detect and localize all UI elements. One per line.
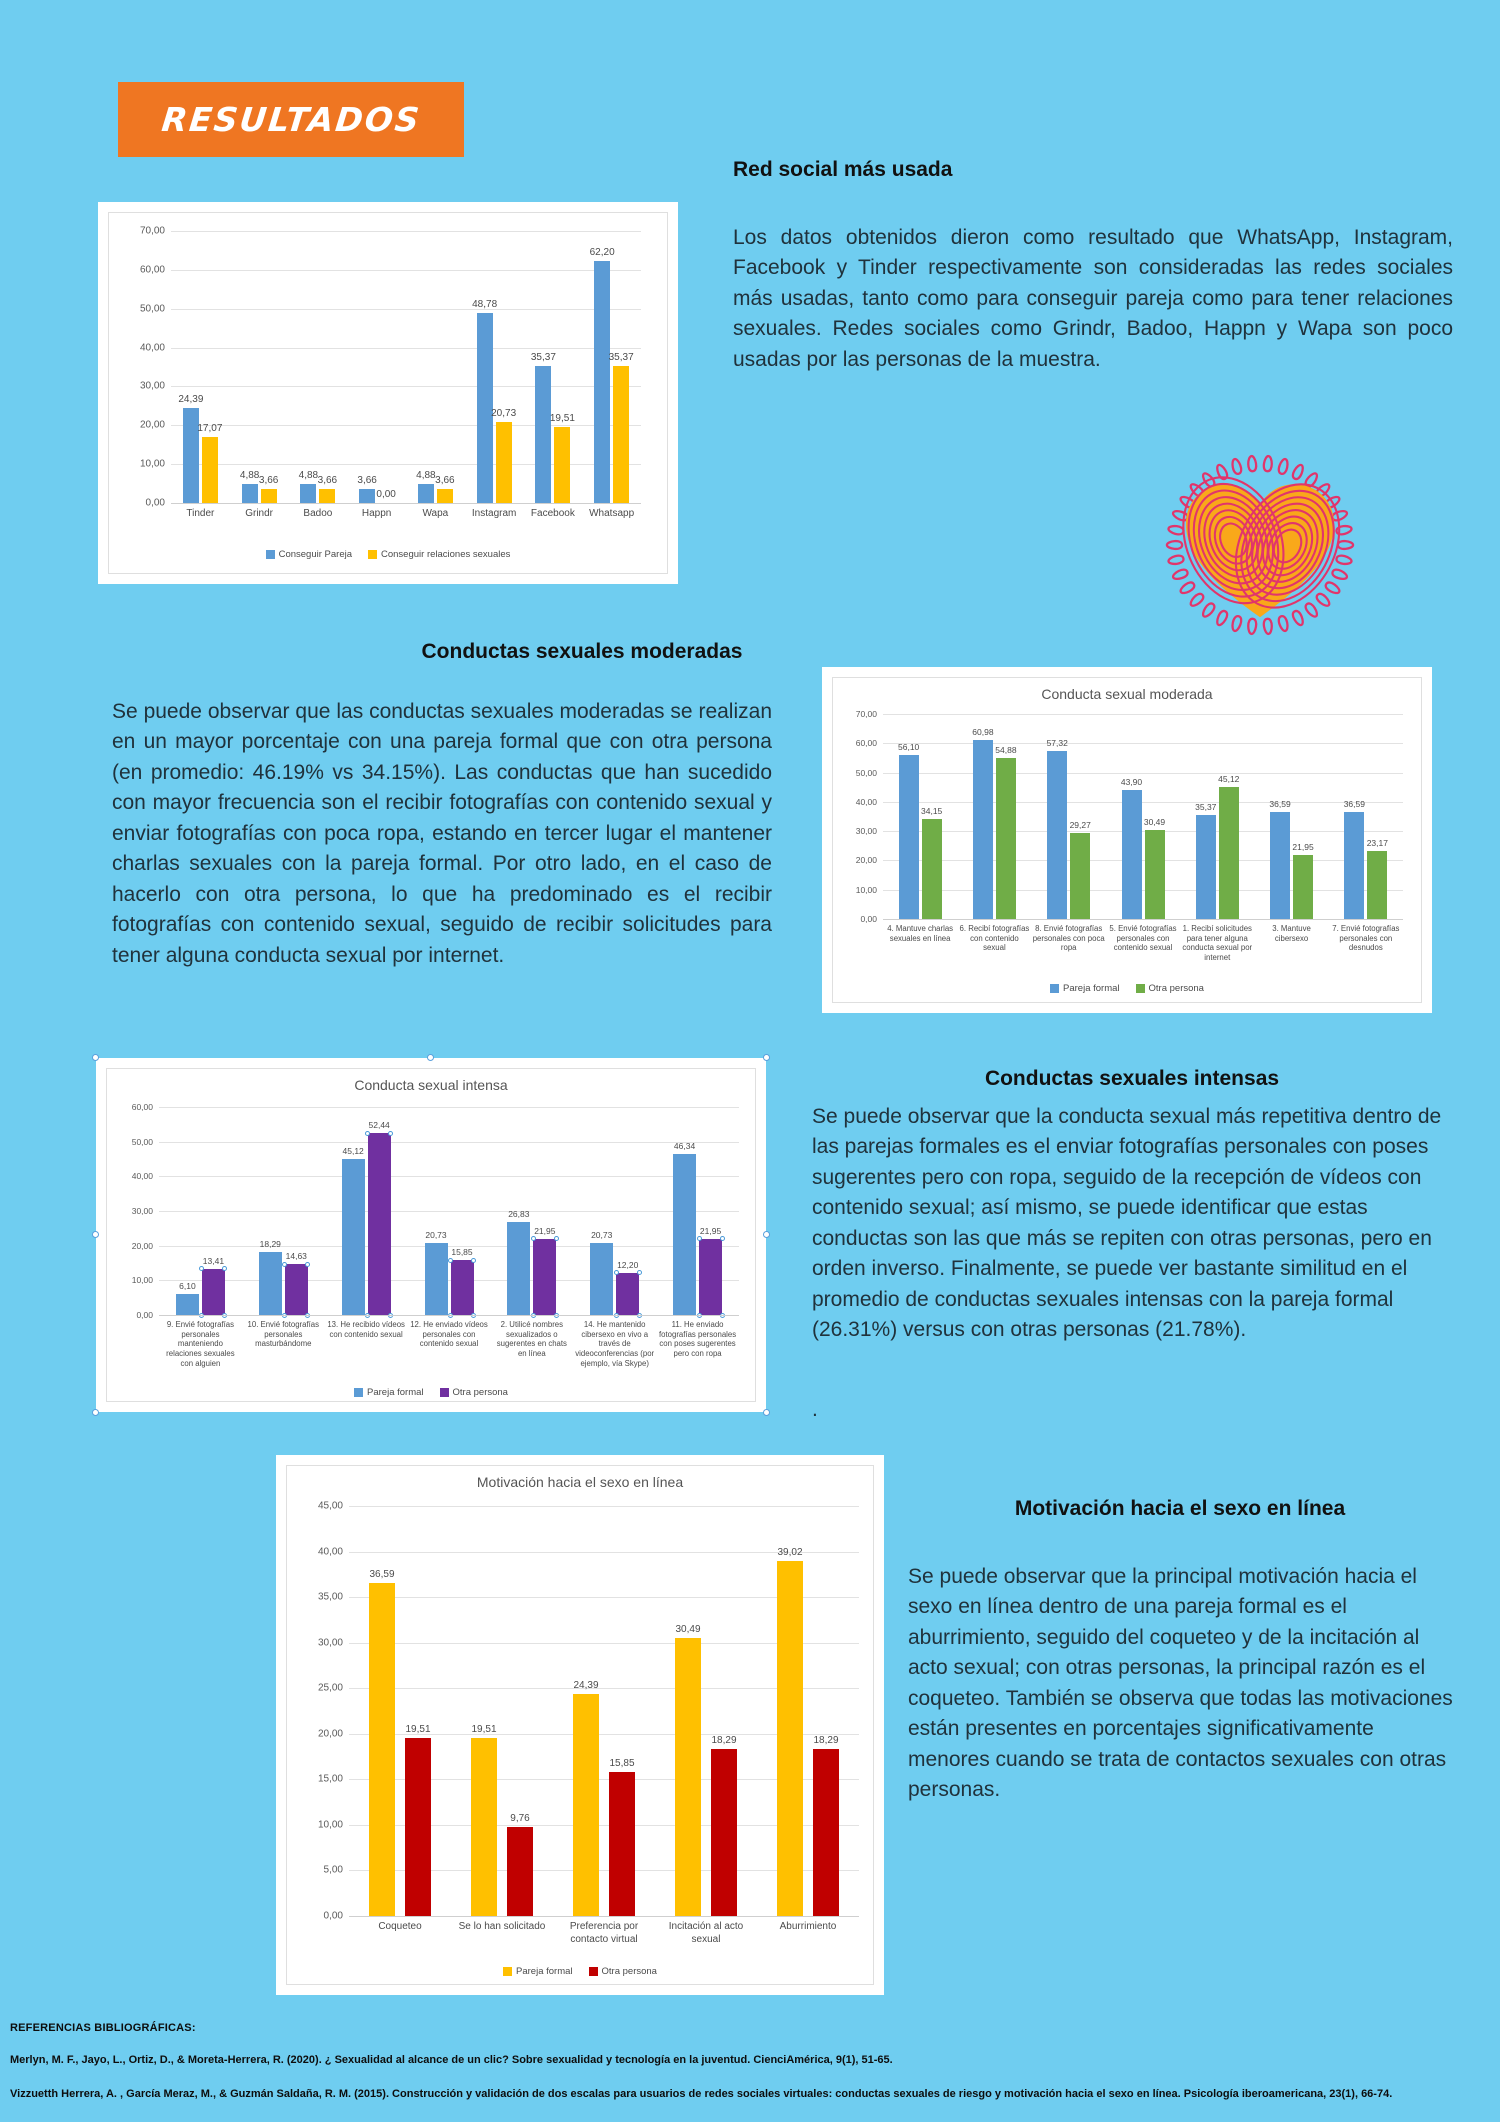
bar [1344, 812, 1364, 919]
bar-value-label: 21,95 [699, 1225, 722, 1236]
bar-value-label: 35,37 [608, 351, 634, 363]
heart-ray [1168, 556, 1183, 564]
series-point-handle[interactable] [365, 1131, 370, 1136]
x-axis-category-label: Badoo [303, 508, 333, 519]
heart-ray [1173, 570, 1188, 579]
bar-value-label: 45,12 [342, 1145, 364, 1156]
paragraph-intensas-tail: . [812, 1398, 818, 1421]
bar-value-label: 26,83 [508, 1209, 530, 1219]
chart-card-intensa[interactable] [96, 1058, 766, 1412]
bar-value-label: 21,95 [1292, 841, 1314, 852]
legend-item [440, 1387, 508, 1398]
x-axis-category-label: 8. Envié fotografías personales con poca ropa [1032, 924, 1105, 953]
bar [261, 489, 277, 503]
bar [616, 1273, 639, 1315]
x-axis-category-label: Aburrimiento [779, 1921, 837, 1932]
x-axis-category-label: 14. He mantenido cibersexo en vivo a través de videoconferencias (por ejemplo, vía Skype) [575, 1320, 655, 1368]
bar [675, 1638, 701, 1916]
y-axis-tick-label: 10,00 [139, 458, 165, 470]
heart-ray [1338, 541, 1353, 549]
series-point-handle[interactable] [554, 1236, 559, 1241]
x-axis-category-label: Preferencia por contacto virtual [569, 1921, 639, 1945]
bar [1293, 855, 1313, 919]
y-axis-tick-label: 40,00 [131, 1171, 153, 1182]
heart-ray [1217, 611, 1227, 625]
bar [1219, 787, 1239, 919]
heart-ray [1203, 603, 1214, 616]
bar-value-label: 4,88 [416, 470, 436, 482]
bar-value-label: 54,88 [995, 745, 1017, 756]
heart-ray [1167, 541, 1182, 549]
chart-plot-area [131, 1102, 739, 1368]
gridline [883, 773, 1403, 774]
heart-ray [1168, 526, 1183, 534]
gridline [159, 1211, 739, 1212]
heart-icon [1165, 450, 1355, 640]
bar-value-label: 35,37 [530, 351, 556, 363]
x-axis-line [883, 919, 1403, 920]
y-axis-tick-label: 45,00 [317, 1500, 343, 1512]
bar [285, 1264, 308, 1315]
bar-value-label: 18,29 [711, 1735, 737, 1747]
chart-plot-area [139, 225, 641, 519]
paragraph-moderadas: Se puede observar que las conductas sexuales moderadas se realizan en un mayor porcentaje con una pareja formal que con otra persona (en promedio: 46.19% vs 34.15%). Las conductas que han sucedido con mayor frecuencia son el recibir fotografías con contenido sexual y enviar fotografías con poca ropa, estando en tercer lugar el mantener charlas sexuales con la pareja formal. Por otro lado, en el caso de hacerlo con otra persona, lo que ha predominado es el recibir fotografías con contenido sexual, seguido de recibir solicitudes para tener alguna conducta sexual por internet. [112, 700, 772, 967]
bar [202, 1269, 225, 1315]
y-axis-tick-label: 50,00 [139, 303, 165, 315]
bar-value-label: 12,20 [617, 1259, 639, 1270]
legend-swatch [368, 550, 377, 559]
y-axis-tick-label: 0,00 [323, 1910, 343, 1922]
bar [1070, 833, 1090, 919]
legend-swatch [1136, 984, 1145, 993]
bar-value-label: 15,85 [609, 1757, 635, 1769]
y-axis-tick-label: 20,00 [317, 1728, 343, 1740]
bar [405, 1738, 431, 1916]
heart-ray [1337, 556, 1352, 564]
gridline [883, 890, 1403, 891]
bar-value-label: 35,37 [1195, 802, 1217, 813]
bar-value-label: 3,66 [258, 474, 279, 486]
bar [533, 1239, 556, 1315]
resultados-banner [118, 82, 464, 157]
y-axis-tick-label: 10,00 [855, 884, 877, 895]
gridline [171, 425, 641, 426]
y-axis-tick-label: 10,00 [317, 1819, 343, 1831]
bar-value-label: 34,15 [921, 806, 943, 816]
bar [437, 489, 453, 503]
bar [699, 1239, 722, 1315]
bar [594, 261, 610, 503]
legend-swatch [503, 1967, 512, 1976]
legend-item [503, 1966, 573, 1977]
paragraph-red-social: Los datos obtenidos dieron como resultado que WhatsApp, Instagram, Facebook y Tinder respectivamente son consideradas las redes sociales más usadas, tanto como para conseguir pareja como para tener relaciones sexuales. Redes sociales como Grindr, Badoo, Happn y Wapa son poco usadas por las personas de la muestra. [733, 226, 1453, 371]
y-axis-tick-label: 40,00 [855, 796, 877, 807]
heart-ray [1233, 459, 1242, 474]
selection-handle-middle-right[interactable] [763, 1231, 770, 1238]
bar [359, 489, 375, 503]
gridline [159, 1246, 739, 1247]
chart-card-red-social [98, 202, 678, 584]
bar [202, 437, 218, 503]
y-axis-tick-label: 40,00 [317, 1546, 343, 1558]
bar-value-label: 30,49 [675, 1624, 701, 1636]
series-point-handle[interactable] [448, 1258, 453, 1263]
bar-value-label: 15,85 [451, 1247, 473, 1258]
heart-ray [1279, 459, 1288, 474]
legend-label: Pareja formal [516, 1966, 573, 1977]
x-axis-category-label: 5. Envié fotografías personales con contenido sexual [1109, 924, 1177, 953]
bar [369, 1583, 395, 1916]
x-axis-category-label: Coqueteo [378, 1921, 422, 1932]
x-axis-category-label: Tinder [186, 508, 215, 519]
bar-value-label: 14,63 [285, 1251, 307, 1262]
y-axis-tick-label: 25,00 [317, 1682, 343, 1694]
chart-frame [108, 212, 668, 574]
chart-frame [286, 1465, 874, 1985]
x-axis-line [349, 1916, 859, 1917]
bar-value-label: 19,51 [405, 1724, 431, 1736]
x-axis-category-label: 1. Recibí solicitudes para tener alguna conducta sexual por internet [1182, 924, 1253, 963]
bar-value-label: 9,76 [510, 1813, 530, 1825]
bar [996, 758, 1016, 919]
heart-ray [1191, 594, 1204, 606]
x-axis-category-label: 2. Utilicé nombres sexualizados o sugerentes en chats en línea [496, 1320, 567, 1359]
chart-legend [109, 549, 667, 560]
series-point-handle[interactable] [720, 1236, 725, 1241]
y-axis-tick-label: 60,00 [139, 264, 165, 276]
y-axis-tick-label: 60,00 [855, 738, 877, 749]
selection-handle-top-right[interactable] [763, 1054, 770, 1061]
x-axis-category-label: 4. Mantuve charlas sexuales en línea [887, 924, 954, 943]
bar-value-label: 62,20 [589, 247, 615, 259]
reference-item: Merlyn, M. F., Jayo, L., Ortiz, D., & Moreta-Herrera, R. (2020). ¿ Sexualidad al alcance de un clic? Sobre sexualidad y tecnología en la juventud. CienciAmérica, 9(1), 51-65. [10, 2054, 893, 2066]
x-axis-category-label: Instagram [471, 508, 517, 519]
legend-label: Conseguir Pareja [278, 549, 352, 560]
bar [471, 1738, 497, 1916]
gridline [171, 348, 641, 349]
heart-ray [1279, 616, 1288, 631]
chart-legend [287, 1966, 873, 1977]
bar-value-label: 19,51 [549, 413, 575, 425]
gridline [171, 386, 641, 387]
bar-value-label: 57,32 [1046, 738, 1068, 749]
chart-plot-area [317, 1500, 859, 1945]
bar [176, 1294, 199, 1315]
bar-value-label: 48,78 [472, 299, 498, 311]
bar-value-label: 30,49 [1143, 816, 1166, 827]
x-axis-line [171, 503, 641, 504]
gridline [171, 309, 641, 310]
bar-value-label: 43,90 [1120, 777, 1143, 788]
bar-value-label: 36,59 [1269, 798, 1291, 809]
chart-title: Motivación hacia el sexo en línea [476, 1474, 684, 1490]
y-axis-tick-label: 40,00 [139, 342, 165, 354]
heart-ray [1293, 465, 1303, 479]
bar-value-label: 13,41 [202, 1255, 225, 1266]
x-axis-category-label: Facebook [530, 508, 575, 519]
y-axis-tick-label: 30,00 [317, 1637, 343, 1649]
bar-value-label: 52,44 [368, 1120, 390, 1131]
y-axis-tick-label: 20,00 [855, 855, 877, 866]
paragraph-intensas: Se puede observar que la conducta sexual más repetitiva dentro de las parejas formales es el enviar fotografías personales con poses sugerentes pero con ropa, seguido de la recepción de vídeos con contenido sexual; así mismo, se puede identificar que estas conductas son las que más se repiten con otras personas, pero en orden inverso. Finalmente, se puede ver bastante similitud en el promedio de conductas sexuales intensas con la pareja formal (26.31%) versus con otras personas (21.78%). [812, 1105, 1442, 1342]
y-axis-tick-label: 5,00 [323, 1864, 343, 1876]
y-axis-tick-label: 0,00 [860, 914, 877, 924]
y-axis-tick-label: 20,00 [139, 419, 165, 431]
legend-label: Pareja formal [1063, 983, 1120, 994]
bar [711, 1749, 737, 1916]
bar-value-label: 39,02 [777, 1546, 803, 1558]
x-axis-category-label: Incitación al acto sexual [668, 1921, 744, 1945]
banner-label: RESULTADOS [159, 100, 423, 139]
heart-ray [1332, 570, 1347, 579]
bar [899, 755, 919, 919]
gridline [349, 1506, 859, 1507]
reference-item: Vizzuetth Herrera, A. , García Meraz, M., & Guzmán Saldaña, R. M. (2015). Construcción y validación de dos escalas para usuarios de redes sociales virtuales: conductas sexuales de riesgo y motivación hacia el sexo en línea. Psicología iberoamericana, 23(1), 66-74. [10, 2087, 1393, 2100]
gridline [883, 714, 1403, 715]
gridline [171, 270, 641, 271]
bar [535, 366, 551, 503]
legend-item [1050, 983, 1120, 994]
y-axis-tick-label: 35,00 [317, 1591, 343, 1603]
bar [507, 1827, 533, 1916]
bar [1145, 830, 1165, 919]
bar [259, 1252, 282, 1315]
bar [1047, 751, 1067, 919]
x-axis-category-label: Wapa [422, 508, 449, 519]
x-axis-category-label: Whatsapp [589, 508, 635, 519]
bar-value-label: 6,10 [179, 1280, 196, 1291]
bar [673, 1154, 696, 1315]
heart-ray [1181, 582, 1195, 593]
chart-card-moderada [822, 667, 1432, 1013]
selection-handle-middle-left[interactable] [92, 1231, 99, 1238]
series-point-handle[interactable] [388, 1131, 393, 1136]
gridline [159, 1176, 739, 1177]
bar [922, 819, 942, 919]
bar [425, 1243, 448, 1315]
bar-value-label: 3,66 [317, 474, 338, 486]
bar-value-label: 45,12 [1218, 773, 1240, 784]
x-axis-category-label: Se lo han solicitado [458, 1921, 546, 1932]
legend-label: Conseguir relaciones sexuales [381, 549, 511, 560]
legend-swatch [1050, 984, 1059, 993]
bar-value-label: 0,00 [376, 489, 396, 500]
legend-item [589, 1966, 657, 1977]
bar [507, 1222, 530, 1315]
bar [573, 1694, 599, 1916]
bar-value-label: 17,07 [197, 422, 223, 434]
x-axis-category-label: 7. Envié fotografías personales con desnudos [1332, 924, 1400, 953]
y-axis-tick-label: 50,00 [131, 1136, 153, 1147]
bar-value-label: 4,88 [298, 470, 319, 482]
bar [973, 740, 993, 919]
bar [368, 1133, 391, 1315]
y-axis-tick-label: 10,00 [131, 1275, 153, 1286]
y-axis-tick-label: 50,00 [855, 767, 877, 778]
gridline [171, 231, 641, 232]
legend-label: Pareja formal [367, 1387, 424, 1398]
selection-handle-bottom-left[interactable] [92, 1409, 99, 1416]
heading-moderadas: Conductas sexuales moderadas [421, 640, 743, 663]
paragraph-motivacion: Se puede observar que la principal motivación hacia el sexo en línea dentro de una pareja formal es el aburrimiento, seguido del coqueteo y de la incitación al acto sexual; con otras personas, la principal razón es el coqueteo. También se observa que todas las motivaciones están presentes en porcentajes significativamente menores cuando se trata de contactos sexuales con otras personas. [908, 1565, 1453, 1802]
bar-value-label: 60,98 [972, 727, 994, 738]
gridline [883, 743, 1403, 744]
x-axis-line [159, 1315, 739, 1316]
bar [451, 1260, 474, 1315]
y-axis-tick-label: 30,00 [139, 380, 165, 392]
heart-ray [1332, 511, 1347, 520]
chart-card-motivacion [276, 1455, 884, 1995]
gridline [883, 802, 1403, 803]
gridline [159, 1142, 739, 1143]
bar-value-label: 3,66 [357, 474, 377, 486]
series-point-handle[interactable] [471, 1258, 476, 1263]
y-axis-tick-label: 30,00 [131, 1206, 153, 1216]
gridline [883, 831, 1403, 832]
bar [1196, 815, 1216, 919]
series-point-handle[interactable] [614, 1270, 619, 1275]
selection-handle-top-center[interactable] [427, 1054, 434, 1061]
x-axis-category-label: Grindr [245, 508, 274, 519]
legend-item [266, 549, 352, 560]
heart-ray [1293, 611, 1303, 625]
gridline [159, 1280, 739, 1281]
bar [813, 1749, 839, 1916]
chart-frame [832, 677, 1422, 1003]
bar [418, 484, 434, 503]
bar-value-label: 3,66 [435, 474, 455, 486]
bar-value-label: 18,29 [813, 1735, 839, 1747]
chart-title: Conducta sexual intensa [354, 1077, 508, 1093]
bar-value-label: 29,27 [1069, 820, 1091, 831]
bar-value-label: 18,29 [259, 1238, 281, 1249]
bar-value-label: 24,39 [178, 394, 204, 406]
bar [777, 1561, 803, 1917]
bar [342, 1159, 365, 1315]
heart-ray [1264, 456, 1272, 471]
series-point-handle[interactable] [637, 1270, 642, 1275]
heart-ray [1248, 456, 1256, 471]
bar [1270, 812, 1290, 919]
heart-doodle [1165, 450, 1355, 640]
heading-red-social: Red social más usada [733, 158, 953, 181]
bar [242, 484, 258, 503]
bar-value-label: 24,39 [573, 1679, 599, 1691]
bar-value-label: 36,59 [1343, 798, 1365, 809]
heading-motivacion: Motivación hacia el sexo en línea [1014, 1497, 1346, 1520]
chart-legend [107, 1387, 755, 1398]
legend-swatch [354, 1388, 363, 1397]
y-axis-tick-label: 30,00 [855, 826, 877, 837]
bar [613, 366, 629, 503]
bar-value-label: 36,59 [369, 1568, 395, 1580]
legend-item [1136, 983, 1204, 994]
x-axis-category-label: 11. He enviado fotografías personales con poses sugerentes pero con ropa [658, 1320, 737, 1359]
legend-label: Otra persona [452, 1387, 508, 1398]
bar [319, 489, 335, 503]
legend-label: Otra persona [1148, 983, 1204, 994]
x-axis-category-label: 10. Envié fotografías personales masturbándome [247, 1320, 320, 1349]
legend-swatch [440, 1388, 449, 1397]
bar [300, 484, 316, 503]
heart-ray [1233, 616, 1242, 631]
legend-label: Otra persona [601, 1966, 657, 1977]
heart-ray [1326, 582, 1340, 593]
chart-title: Conducta sexual moderada [1041, 686, 1213, 702]
bar [609, 1772, 635, 1916]
x-axis-category-label: 12. He enviado vídeos personales con contenido sexual [410, 1320, 488, 1349]
legend-swatch [589, 1967, 598, 1976]
bar [1122, 790, 1142, 919]
legend-item [368, 549, 510, 560]
bar-value-label: 20,73 [425, 1230, 447, 1241]
selection-handle-bottom-right[interactable] [763, 1409, 770, 1416]
heart-ray [1248, 619, 1256, 634]
bar-value-label: 20,73 [491, 408, 517, 420]
y-axis-tick-label: 0,00 [145, 497, 165, 509]
chart-legend [833, 983, 1421, 994]
legend-swatch [266, 550, 275, 559]
gridline [159, 1107, 739, 1108]
x-axis-category-label: 6. Recibí fotografías con contenido sexual [959, 924, 1030, 953]
y-axis-tick-label: 0,00 [136, 1310, 153, 1320]
selection-handle-top-left[interactable] [92, 1054, 99, 1061]
x-axis-category-label: 9. Envié fotografías personales manteniendo relaciones sexuales con alguien [166, 1320, 235, 1368]
x-axis-category-label: Happn [361, 508, 392, 519]
gridline [171, 464, 641, 465]
chart-frame [106, 1068, 756, 1402]
y-axis-tick-label: 70,00 [139, 225, 165, 237]
bar-value-label: 21,95 [534, 1225, 556, 1236]
y-axis-tick-label: 15,00 [317, 1773, 343, 1785]
y-axis-tick-label: 70,00 [855, 709, 877, 719]
bar-value-label: 56,10 [898, 741, 920, 752]
bar [1367, 851, 1387, 919]
bar-value-label: 19,51 [471, 1724, 497, 1736]
x-axis-category-label: 3. Mantuve cibersexo [1272, 924, 1311, 943]
bar-value-label: 20,73 [591, 1230, 613, 1241]
heart-ray [1317, 594, 1330, 606]
series-point-handle[interactable] [222, 1266, 227, 1271]
y-axis-tick-label: 20,00 [131, 1240, 153, 1251]
references-heading: REFERENCIAS BIBLIOGRÁFICAS: [10, 2022, 196, 2034]
bar-value-label: 23,17 [1366, 838, 1388, 849]
bar [496, 422, 512, 503]
series-point-handle[interactable] [305, 1262, 310, 1267]
chart-plot-area [855, 709, 1403, 963]
y-axis-tick-label: 60,00 [131, 1102, 153, 1112]
heading-intensas: Conductas sexuales intensas [984, 1067, 1280, 1090]
bar-value-label: 4,88 [239, 470, 260, 482]
gridline [883, 860, 1403, 861]
x-axis-category-label: 13. He recibido vídeos con contenido sexual [327, 1320, 405, 1339]
references-block [10, 2022, 1490, 2102]
bar-value-label: 46,34 [673, 1141, 696, 1152]
heart-ray [1306, 603, 1317, 616]
bar [554, 427, 570, 503]
bar [590, 1243, 613, 1315]
heart-ray [1264, 619, 1272, 634]
legend-item [354, 1387, 424, 1398]
